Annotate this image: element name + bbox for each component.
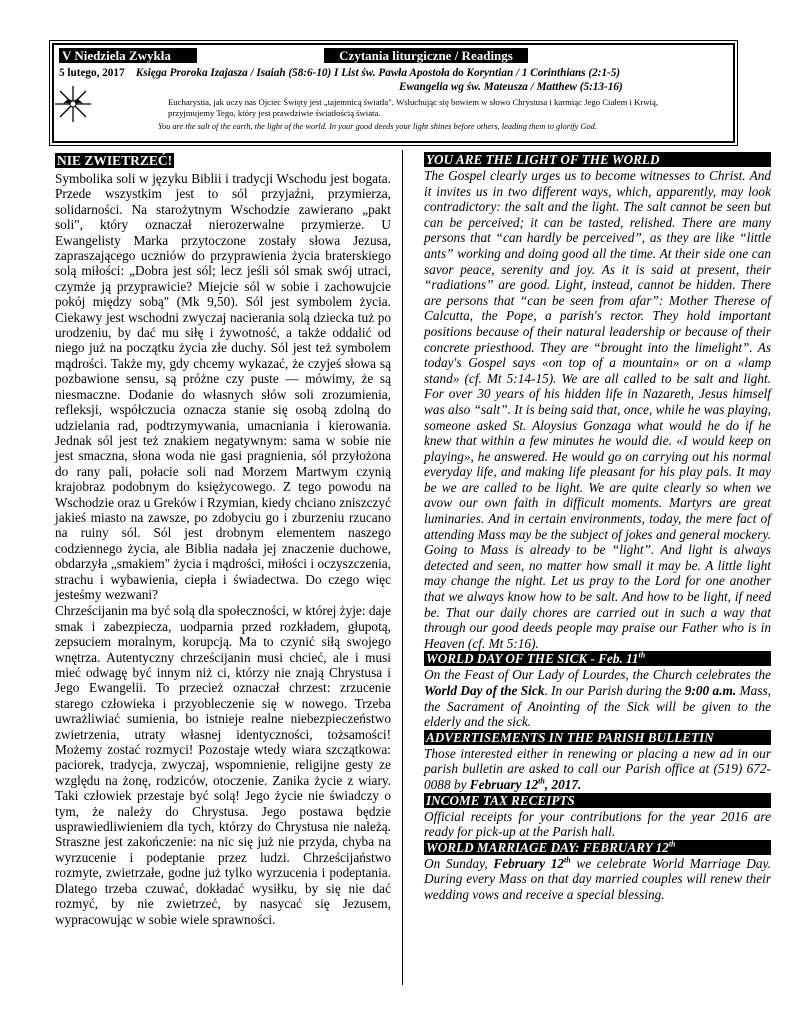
header-box — [52, 43, 735, 143]
section-heading-day-of-sick: WORLD DAY OF THE SICK - Feb. 11th — [424, 651, 771, 666]
column-divider — [402, 150, 403, 985]
left-paragraph-2: Chrześcijanin ma być solą dla społeczności, w której żyje: daje smak i zabezpiecza, uodparnia przed rozkładem, głupotą, zepsuciem moralnym, korupcją. Ma to czynić siłą swojego wnętrza. Autentyczny chrześcijanin musi chcieć, ale i musi mieć odwagę być innym niż ci, którzy nie znają Chrystusa i Jego Ewangelii. To przecież oznaczał chrzest: zrzucenie starego człowieka i przyobleczenie się w nowego. Trzeba uwrażliwiać sumienia, bo istnieje realne niebezpieczeństwo zwietrzenia, utraty własnej identyczności, tożsamości! Możemy zostać rozmyci! Pozostaje wtedy wiara szczątkowa: paciorek, tradycja, zwyczaj, wspomnienie, religijne gesty ze względu na żonę, rodziców, otoczenie. Zanika życie z wiary. Taki człowiek przestaje być solą! Jego życie nie świadczy o tym, że należy do Chrystusa. Jego postawa będzie usprawiedliwieniem dla tych, którzy do Chrystusa nie należą. Straszne jest zakończenie: na nic się już nie przyda, chyba na wyrzucenie i podeptanie przez ludzi. Chrześcijaństwo rozmyte, zwietrzałe, godne już tylko wyrzucenia i podeptania. Dlatego trzeba czuwać, dokładać wysiłku, by się nie dać rozmyć, by nie zwietrzeć, by nasycać się Jezusem, wypracowując w sobie wiele sprawności. — [55, 603, 391, 927]
date-readings-line — [59, 67, 620, 80]
holy-spirit-dove-icon — [53, 84, 93, 124]
readings-title: Czytania liturgiczne / Readings — [324, 48, 528, 63]
section-heading-advertisements: ADVERTISEMENTS IN THE PARISH BULLETIN — [424, 730, 771, 745]
pl-quote-line-1: Eucharystia, jak uczy nas Ojciec Święty jest „tajemnicą światła". Wsłuchując się bowiem w słowo Chrystusa i karmiąc Jego Ciałem i Krwią, — [168, 97, 658, 107]
light-of-world-text: The Gospel clearly urges us to become witnesses to Christ. And it invites us in two different ways, which, apparently, may look contradictory: the salt and the light. The salt cannot be seen but can be perceived; it can be tasted, relished. There are many persons that “can hardly be perceived”, as they are like “little ants” working and doing good all the time. At their side one can savor peace, serenity and joy. As it is said at present, their “radiations” are good. Light, instead, cannot be hidden. There are persons that “can be seen from afar”: Mother Therese of Calcutta, the Pope, a parish's rector. They hold important positions because of their natural leadership or because of their concrete priesthood. They are “brought into the limelight”. As today's Gospel says «on top of a mountain» or on a «lamp stand» (cf. Mt 5:14-15). We are all called to be salt and light. For over 30 years of his hidden life in Nazareth, Jesus himself was also “salt”. It is being said that, once, while he was playing, someone asked St. Aloysius Gonzaga what would he do if he knew that within a few minutes he would die. «I would keep on playing», he answered. He would go on carrying out his normal everyday life, and making life pleasant for his play pals. It may be we are called to be light. We are quite clearly so when we avow our own faith in difficult moments. Martyrs are great luminaries. And in certain environments, today, the mere fact of attending Mass may be the subject of jokes and general mockery. Going to Mass is already to be “light”. And light is always detected and seen, no matter how small it may be. A little light may change the night. Let us pray to the Lord for one another that we always know how to be salt. And how to be light, if need be. That our daily chores are carried out in such a way that through our good deeds people may praise our Father who is in Heaven (cf. Mt 5:16). — [424, 168, 771, 651]
left-column — [55, 152, 391, 927]
sunday-title: V Niedziela Zwykła — [59, 48, 197, 63]
day-of-sick-text: On the Feast of Our Lady of Lourdes, the Church celebrates the World Day of the Sick. In our Parish during the 9:00 a.m. Mass, the Sacrament of Anointing of the Sick will be given to the elderly and the sick. — [424, 667, 771, 730]
right-column — [424, 152, 771, 903]
section-heading-income-tax: INCOME TAX RECEIPTS — [424, 793, 771, 808]
gospel-line: Ewangelia wg św. Mateusza / Matthew (5:13-16) — [399, 81, 623, 93]
section-heading-nie-zwietrzec: NIE ZWIETRZEĆ! — [57, 153, 173, 168]
left-paragraph-1: Symbolika soli w języku Biblii i tradycji Wschodu jest bogata. Przede wszystkim jest to sól przyjaźni, przymierza, solidarności. Na starożytnym Wschodzie zawierano „pakt soli", który oznaczał nierozerwalne przymierze. U Ewangelisty Marka przytoczone zostały słowa Jezusa, zapraszającego uczniów do przyprawienia życia braterskiego solą miłości: „Dobra jest sól; lecz jeśli sól smak swój utraci, czymże ją przyprawicie? Miejcie sól w sobie i zachowujcie pokój między sobą" (Mk 9,50). Sól jest symbolem życia. Ciekawy jest wschodni zwyczaj nacierania solą dziecka tuż po urodzeniu, by dać mu siłę i żywotność, a także oddalić od niego już na początku życia złe duchy. Sól jest też symbolem mądrości. Także my, gdy chcemy wykazać, że czyjeś słowa są pozbawione sensu, są próżne czy puste — mówimy, że są niesmaczne. Dodanie do własnych słów soli zrozumienia, refleksji, współczucia oznacza stanie się osobą zdolną do udzielania rad, podtrzymywania, umacniania i kierowania. Jednak sól jest też znakiem negatywnym: sama w sobie nie jest smaczna, słona woda nie gasi pragnienia, sól przyłożona do rany pali, połacie soli nad Morzem Martwym czynią krajobraz podobnym do księżycowego. Z tego powodu na Wschodzie oraz u Greków i Rzymian, kiedy chciano zniszczyć jakieś miasto na zawsze, po zdobyciu go i zburzeniu rzucano na ruiny sól. Sól jest drobnym elementem naszego codziennego życia, ale Biblia nadała jej znaczenie duchowe, obdarzyła „smakiem" życia i mądrości, miłości i oczyszczenia, strachu i wybawienia, ciepła i świadectwa. Do czego więc jesteśmy wezwani? — [55, 171, 391, 602]
section-heading-marriage-day: WORLD MARRIAGE DAY: FEBRUARY 12th — [424, 840, 771, 855]
date: 5 lutego, 2017 — [59, 67, 125, 79]
readings-list: Księga Proroka Izajasza / Isaiah (58:6-10) I List św. Pawła Apostoła do Koryntian / 1 Corinthians (2:1-5) — [135, 67, 621, 79]
section-heading-light-of-world: YOU ARE THE LIGHT OF THE WORLD — [424, 152, 771, 167]
advertisements-text: Those interested either in renewing or placing a new ad in our parish bulletin are asked to call our Parish office at (519) 672-0088 by February 12th, 2017. — [424, 745, 771, 792]
pl-quote-line-2: przyjmujemy Tego, który jest prawdziwie światłością świata. — [168, 108, 381, 118]
income-tax-text: Official receipts for your contributions for the year 2016 are ready for pick-up at the Parish hall. — [424, 808, 771, 840]
marriage-day-text: On Sunday, February 12th we celebrate World Marriage Day. During every Mass on that day married couples will renew their wedding vows and receive a special blessing. — [424, 855, 771, 902]
en-quote: You are the salt of the earth, the light of the world. In your good deeds your light shines before others, leading them to glorify God. — [158, 122, 597, 131]
